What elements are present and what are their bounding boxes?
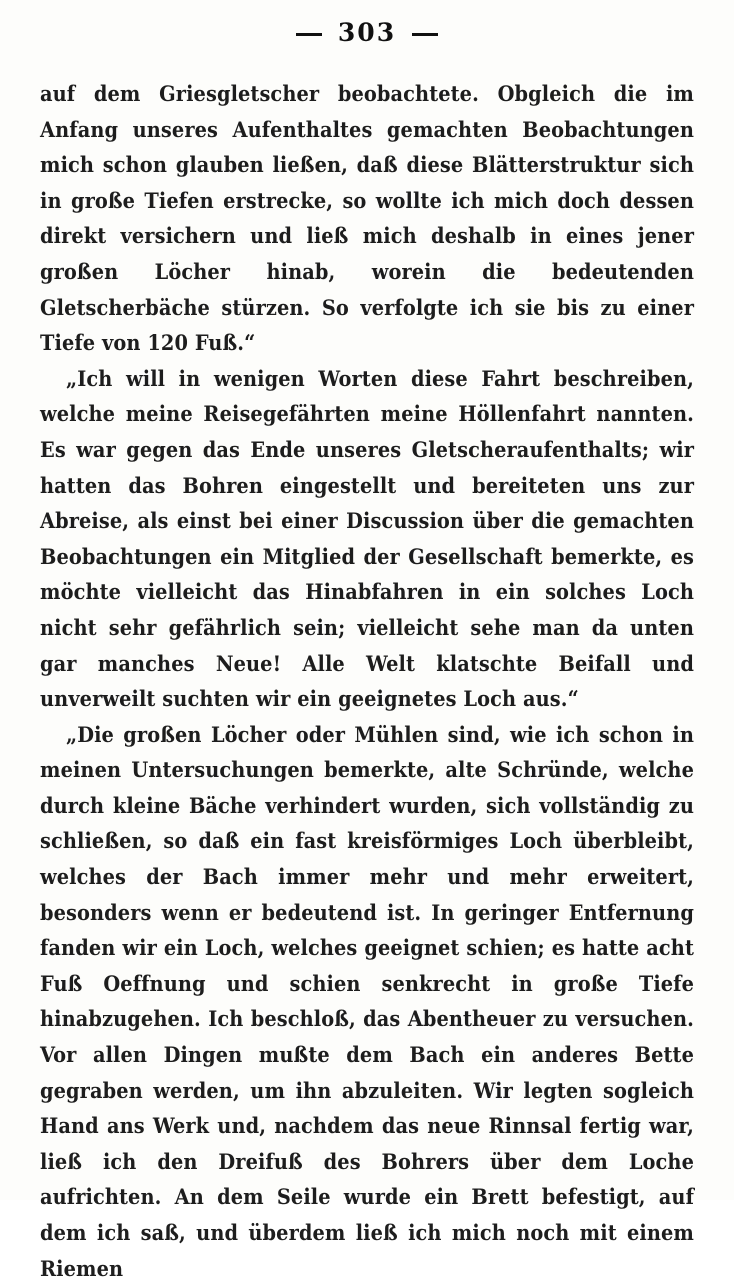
header-dash-left-icon [296, 33, 322, 36]
header-dash-right-icon [412, 33, 438, 36]
page-header [0, 0, 734, 47]
page-body [40, 77, 694, 1287]
paragraph-1: auf dem Griesgletscher beobachtete. Obgleich die im Anfang unseres Aufenthaltes gemachten Beobachtungen mich schon glauben ließen, daß diese Blätterstruktur sich in große Tiefen erstrecke, so wollte ich mich doch dessen direkt versichern und ließ mich deshalb in eines jener großen Löcher hinab, worein die bedeutenden Gletscherbäche stürzen. So verfolgte ich sie bis zu einer Tiefe von 120 Fuß.“ [40, 82, 694, 357]
page-number: 303 [337, 18, 397, 47]
paragraph-3: „Die großen Löcher oder Mühlen sind, wie ich schon in meinen Untersuchungen bemerkte, alte Schründe, welche durch kleine Bäche verhindert wurden, sich vollständig zu schließen, so daß ein fast kreisförmiges Loch überbleibt, welches der Bach immer mehr und mehr erweitert, besonders wenn er bedeutend ist. In geringer Entfernung fanden wir ein Loch, welches geeignet schien; es hatte acht Fuß Oeffnung und schien senkrecht in große Tiefe hinabzugehen. Ich beschloß, das Abentheuer zu versuchen. Vor allen Dingen mußte dem Bach ein anderes Bette gegraben werden, um ihn abzuleiten. Wir legten sogleich Hand ans Werk und, nachdem das neue Rinnsal fertig war, ließ ich den Dreifuß des Bohrers über dem Loche aufrichten. An dem Seile wurde ein Brett befestigt, auf dem ich saß, und überdem ließ ich mich noch mit einem Riemen [40, 722, 694, 1282]
paragraph-2: „Ich will in wenigen Worten diese Fahrt beschreiben, welche meine Reisegefährten meine Höllenfahrt nannten. Es war gegen das Ende unseres Gletscheraufenthalts; wir hatten das Bohren eingestellt und bereiteten uns zur Abreise, als einst bei einer Discussion über die gemachten Beobachtungen ein Mitglied der Gesellschaft bemerkte, es möchte vielleicht das Hinabfahren in ein solches Loch nicht sehr gefährlich sein; vielleicht sehe man da unten gar manches Neue! Alle Welt klatschte Beifall und unverweilt suchten wir ein geeignetes Loch aus.“ [40, 366, 694, 713]
